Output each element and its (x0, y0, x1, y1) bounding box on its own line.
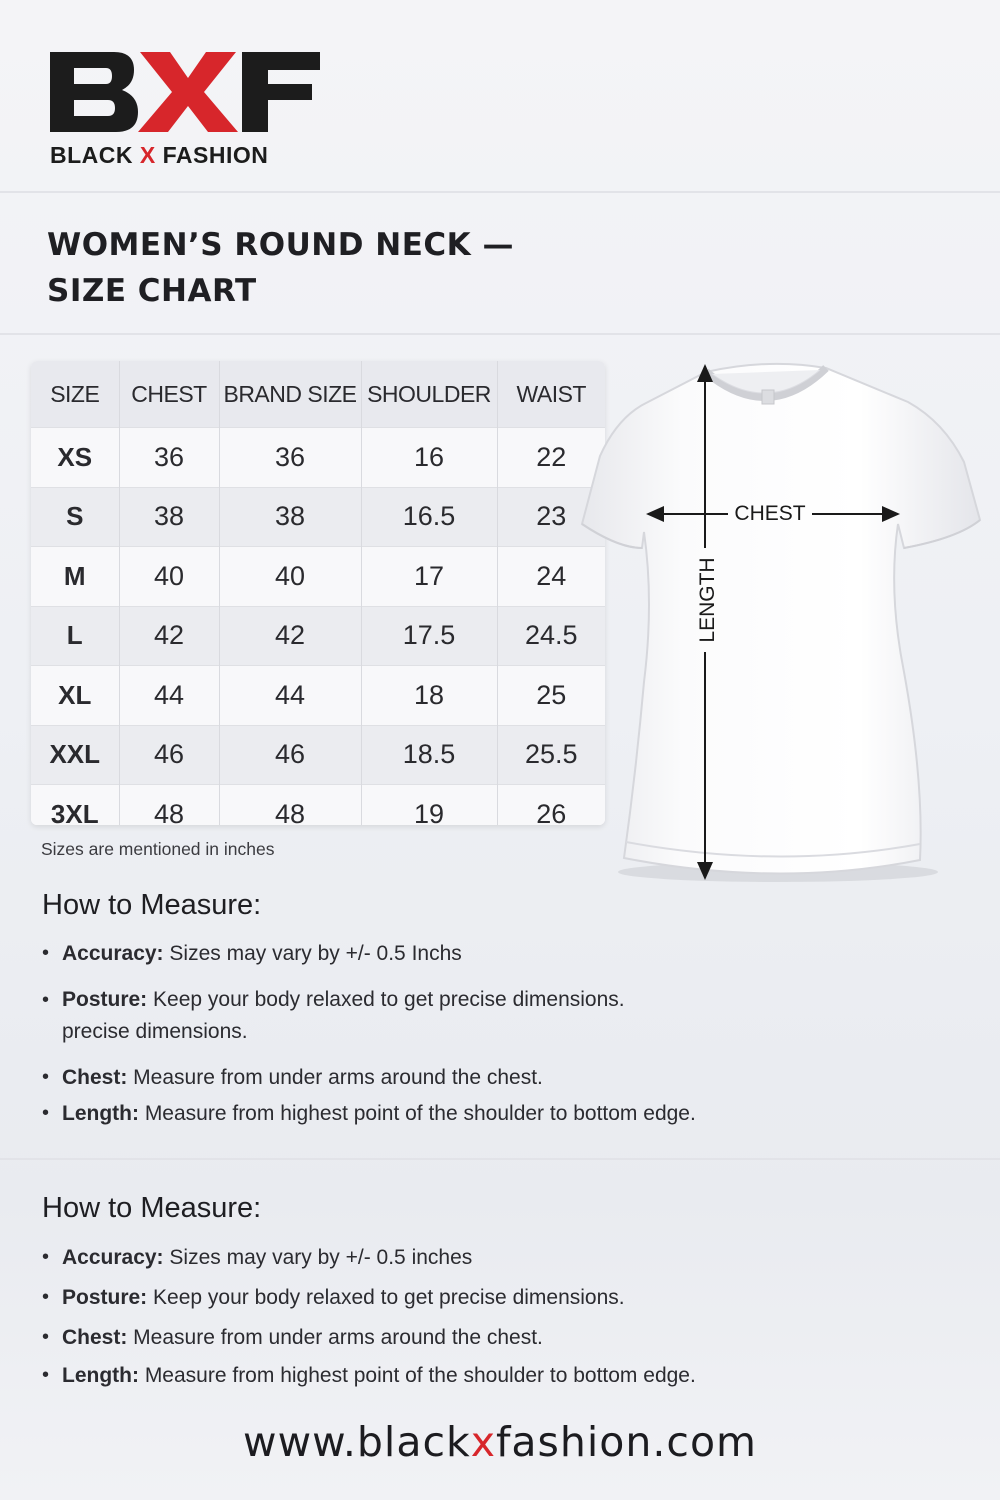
table-row (31, 428, 605, 488)
brand-name (50, 142, 268, 169)
divider (0, 1158, 1000, 1160)
table-cell-waist: 25 (497, 666, 605, 726)
list-item-term: Chest: (62, 1066, 128, 1089)
list-item-text: Sizes may vary by +/- 0.5 inches (163, 1246, 473, 1269)
list-item-text: Measure from under arms around the chest. (127, 1066, 543, 1089)
table-cell-chest: 46 (119, 725, 219, 785)
list-item-term: Posture: (62, 988, 148, 1011)
list-item (42, 942, 696, 966)
url-part2: fashion.com (496, 1418, 757, 1466)
table-cell-waist: 25.5 (497, 725, 605, 785)
table-cell-brand-size: 40 (219, 547, 361, 607)
list-item-text: Keep your body relaxed to get precise dimensions. (147, 1286, 625, 1309)
table-cell-brand-size: 44 (219, 666, 361, 726)
table-row (31, 725, 605, 785)
table-cell-size: M (31, 547, 119, 607)
table-cell-brand-size: 42 (219, 606, 361, 666)
table-cell-waist: 24 (497, 547, 605, 607)
table-cell-waist: 24.5 (497, 606, 605, 666)
table-row (31, 666, 605, 726)
list-item-term: Accuracy: (62, 1246, 164, 1269)
table-cell-shoulder: 17 (361, 547, 497, 607)
tshirt-diagram (578, 352, 988, 892)
page-title-line1: WOMEN’S ROUND NECK — (47, 227, 514, 263)
table-cell-chest: 44 (119, 666, 219, 726)
table-cell-chest: 40 (119, 547, 219, 607)
table-cell-chest: 36 (119, 428, 219, 488)
measure-list (42, 942, 696, 1126)
table-header-row (31, 361, 605, 428)
measure-list (42, 1246, 696, 1388)
page-title-line2: SIZE CHART (47, 273, 257, 309)
table-cell-chest: 42 (119, 606, 219, 666)
table-cell-waist: 22 (497, 428, 605, 488)
column-header-brand-size: BRAND SIZE (219, 361, 361, 428)
divider (0, 191, 1000, 193)
list-item-text: Keep your body relaxed to get precise dimensions. (147, 988, 625, 1011)
table-cell-shoulder: 18.5 (361, 725, 497, 785)
list-item (42, 1286, 696, 1310)
column-header-size: SIZE (31, 361, 119, 428)
page-title (47, 222, 514, 314)
brand-name-part2: FASHION (162, 142, 269, 168)
list-item (42, 1326, 696, 1350)
website-link[interactable] (0, 1418, 1000, 1466)
section-title-how-to-measure: How to Measure: (42, 889, 262, 921)
table-cell-chest: 48 (119, 785, 219, 826)
list-item-term: Posture: (62, 1286, 148, 1309)
list-item-continuation: precise dimensions. (62, 1020, 248, 1043)
table-cell-size: XS (31, 428, 119, 488)
table-cell-size: XL (31, 666, 119, 726)
column-header-shoulder: SHOULDER (361, 361, 497, 428)
tshirt-illustration-icon (578, 352, 988, 892)
bxf-logo-mark-icon (48, 48, 323, 138)
list-item (42, 1246, 696, 1270)
list-item-term: Accuracy: (62, 942, 164, 965)
table-cell-shoulder: 17.5 (361, 606, 497, 666)
list-item-text: Measure from highest point of the shoulder to bottom edge. (138, 1364, 696, 1387)
units-note: Sizes are mentioned in inches (41, 839, 275, 859)
column-header-chest: CHEST (119, 361, 219, 428)
url-part1: www.black (243, 1418, 471, 1466)
list-item-text: Measure from highest point of the shoulder to bottom edge. (138, 1102, 696, 1125)
divider (0, 333, 1000, 335)
table-row (31, 606, 605, 666)
table-cell-chest: 38 (119, 487, 219, 547)
table-cell-size: 3XL (31, 785, 119, 826)
list-item-text: Sizes may vary by +/- 0.5 Inchs (163, 942, 462, 965)
url-x: x (470, 1418, 496, 1466)
table-row (31, 547, 605, 607)
brand-logo (48, 48, 328, 173)
chest-label: CHEST (734, 502, 806, 525)
table-cell-brand-size: 46 (219, 725, 361, 785)
list-item (42, 1066, 696, 1090)
table-cell-shoulder: 16.5 (361, 487, 497, 547)
brand-name-part1: BLACK (50, 142, 133, 168)
table-cell-waist: 26 (497, 785, 605, 826)
table-cell-brand-size: 48 (219, 785, 361, 826)
table-cell-shoulder: 16 (361, 428, 497, 488)
table-cell-size: XXL (31, 725, 119, 785)
list-item (42, 984, 696, 1048)
list-item-term: Chest: (62, 1326, 128, 1349)
table-cell-waist: 23 (497, 487, 605, 547)
table-cell-brand-size: 38 (219, 487, 361, 547)
list-item-term: Length: (62, 1364, 139, 1387)
table-cell-shoulder: 18 (361, 666, 497, 726)
section-title-how-to-measure: How to Measure: (42, 1192, 262, 1224)
table-cell-size: L (31, 606, 119, 666)
list-item-text: Measure from under arms around the chest. (127, 1326, 543, 1349)
table-row (31, 785, 605, 826)
brand-name-x: X (139, 142, 156, 168)
list-item-term: Length: (62, 1102, 139, 1125)
table-row (31, 487, 605, 547)
table-cell-shoulder: 19 (361, 785, 497, 826)
list-item (42, 1102, 696, 1126)
table-cell-size: S (31, 487, 119, 547)
column-header-waist: WAIST (497, 361, 605, 428)
list-item (42, 1364, 696, 1388)
length-label: LENGTH (696, 557, 719, 643)
table-cell-brand-size: 36 (219, 428, 361, 488)
size-table (31, 361, 605, 825)
